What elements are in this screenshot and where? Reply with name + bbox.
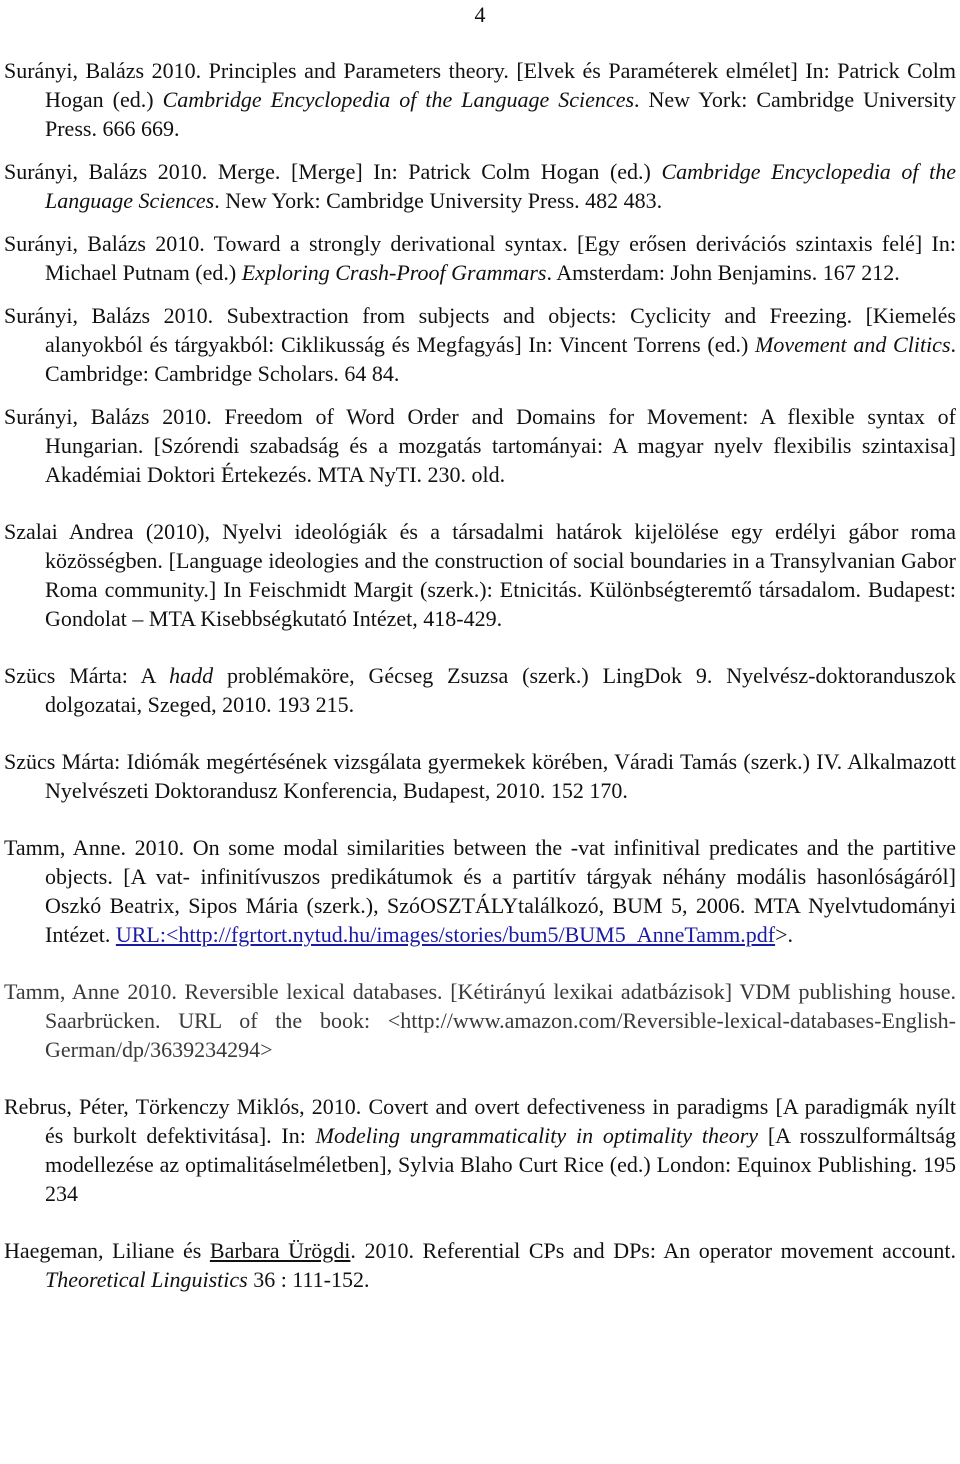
reference-title-italic: Cambridge Encyclopedia of the Language Sciences <box>162 87 635 112</box>
reference-text: Surányi, Balázs 2010. Merge. [Merge] In: Patrick Colm Hogan (ed.) <box>4 159 662 184</box>
reference-entry <box>4 517 956 633</box>
reference-text: Szalai Andrea (2010), Nyelvi ideológiák és a társadalmi határok kijelölése egy erdélyi gábor roma közösségben. [Language ideologies and the construction of social boundaries in a Transylvanian Gabor Roma community.] In Feischmidt Margit (szerk.): Etnicitás. Különbségteremtő társadalom. Budapest: Gondolat – MTA Kisebbségkutató Intézet, 418-429. <box>4 519 956 631</box>
reference-entry <box>4 157 956 215</box>
reference-title-italic: Modeling ungrammaticality in optimality theory <box>315 1123 759 1148</box>
reference-text: . Amsterdam: John Benjamins. 167 212. <box>546 260 900 285</box>
reference-url-link[interactable]: URL:<http://fgrtort.nytud.hu/images/stories/bum5/BUM5_AnneTamm.pdf <box>115 922 776 947</box>
reference-entry <box>4 301 956 388</box>
reference-entry <box>4 747 956 805</box>
reference-text: Rebrus, Péter, Törkenczy Miklós, 2010. Covert and overt defectiveness in paradigms [A paradigmák nyílt és burkolt defektivitása]. In: <box>4 1094 956 1148</box>
reference-text: 36 : 111-152. <box>247 1267 370 1292</box>
reference-entry <box>4 56 956 143</box>
reference-title-italic: Theoretical Linguistics <box>45 1267 248 1292</box>
reference-entry <box>4 402 956 489</box>
reference-text: Szücs Márta: A <box>4 663 170 688</box>
reference-title-italic: Exploring Crash-Proof Grammars <box>241 260 547 285</box>
reference-title-italic: Cambridge Encyclopedia of the Language Sciences <box>45 159 956 213</box>
reference-entry <box>4 1236 956 1294</box>
reference-text: Surányi, Balázs 2010. Freedom of Word Order and Domains for Movement: A flexible syntax of Hungarian. [Szórendi szabadság és a mozgatás tartományai: A magyar nyelv flexibilis szintaxisa] Akadémiai Doktori Értekezés. MTA NyTI. 230. old. <box>4 404 956 487</box>
reference-text: Haegeman, Liliane és <box>4 1238 210 1263</box>
reference-text: Tamm, Anne. 2010. On some modal similarities between the -vat infinitival predicates and the partitive objects. [A vat- infinitívuszos predikátumok és a partitív tárgyak néhány modális hasonlóságáról] Oszkó Beatrix, Sipos Mária (szerk.), SzóOSZTÁLYtalálkozó, BUM 5, 2006. MTA Nyelvtudományi Intézet. <box>4 835 956 947</box>
reference-entry <box>4 977 956 1064</box>
reference-text: problémaköre, Gécseg Zsuzsa (szerk.) LingDok 9. Nyelvész-doktoranduszok dolgozatai, Szeged, 2010. 193 215. <box>45 663 956 717</box>
reference-entry <box>4 229 956 287</box>
reference-title-italic: hadd <box>169 663 214 688</box>
reference-text: Surányi, Balázs 2010. Subextraction from subjects and objects: Cyclicity and Freezing. [Kiemelés alanyokból és tárgyakból: Ciklikusság és Megfagyás] In: Vincent Torrens (ed.) <box>4 303 956 357</box>
page-number: 4 <box>474 2 486 27</box>
reference-text: Tamm, Anne 2010. Reversible lexical databases. [Kétirányú lexikai adatbázisok] VDM publishing house. Saarbrücken. URL of the book: <http://www.amazon.com/Reversible-lexical-databases-English-German/dp/3639234294> <box>4 979 956 1062</box>
reference-entry <box>4 1092 956 1208</box>
reference-entry <box>4 661 956 719</box>
reference-text: . 2010. Referential CPs and DPs: An operator movement account. <box>350 1238 956 1263</box>
reference-text: . New York: Cambridge University Press. 482 483. <box>214 188 663 213</box>
reference-text: Surányi, Balázs 2010. Principles and Parameters theory. [Elvek és Paraméterek elmélet] In: Patrick Colm Hogan (ed.) <box>4 58 956 112</box>
reference-text: [A rosszulformáltság modellezése az optimalitáselméletben], Sylvia Blaho Curt Rice (ed.) London: Equinox Publishing. 195 234 <box>45 1123 957 1206</box>
reference-text: Szücs Márta: Idiómák megértésének vizsgálata gyermekek körében, Váradi Tamás (szerk.) IV. Alkalmazott Nyelvészeti Doktorandusz Konferencia, Budapest, 2010. 152 170. <box>4 749 956 803</box>
reference-text: . New York: Cambridge University Press. 666 669. <box>45 87 956 141</box>
reference-text: Surányi, Balázs 2010. Toward a strongly derivational syntax. [Egy erősen derivációs szintaxis felé] In: Michael Putnam (ed.) <box>4 231 956 285</box>
reference-text: >. <box>775 922 793 947</box>
reference-author-link[interactable]: Barbara Ürögdi <box>209 1238 351 1263</box>
reference-list <box>4 56 956 1308</box>
reference-title-italic: Movement and Clitics <box>755 332 951 357</box>
reference-entry <box>4 833 956 949</box>
reference-text: . Cambridge: Cambridge Scholars. 64 84. <box>45 332 956 386</box>
